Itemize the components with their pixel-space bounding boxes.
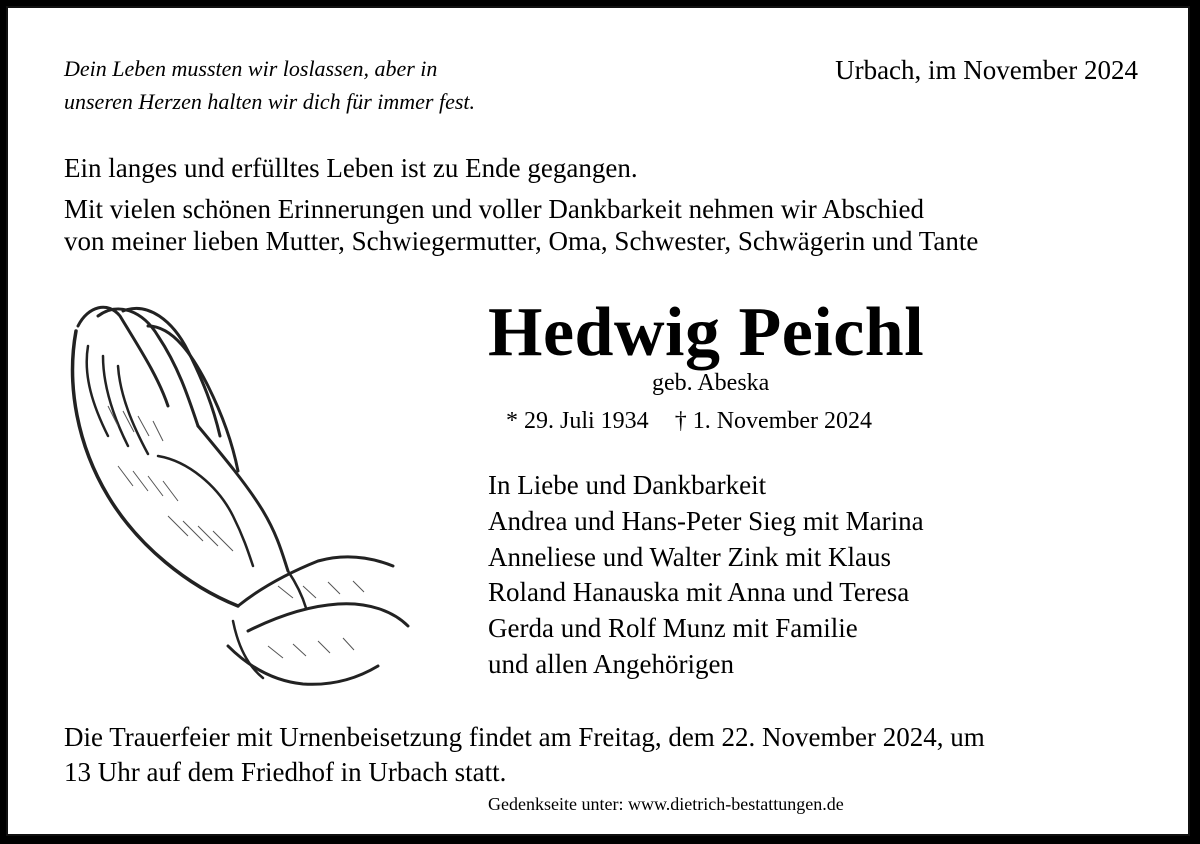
mourner-line: Gerda und Rolf Munz mit Familie xyxy=(488,613,858,644)
mourner-line: und allen Angehörigen xyxy=(488,648,734,679)
intro-line-3: von meiner lieben Mutter, Schwiegermutter, Oma, Schwester, Schwägerin und Tante xyxy=(64,226,979,256)
mourner-line: Andrea und Hans-Peter Sieg mit Marina xyxy=(488,505,924,536)
birth-date: * 29. Juli 1934 xyxy=(506,408,649,434)
birth-name: geb. Abeska xyxy=(652,370,770,396)
life-dates xyxy=(506,406,872,436)
obituary-card xyxy=(6,6,1190,836)
intro-line-1: Ein langes und erfülltes Leben ist zu Ende gegangen. xyxy=(64,153,638,183)
intro-paragraph xyxy=(64,193,978,257)
service-info xyxy=(64,720,985,790)
deceased-name: Hedwig Peichl xyxy=(488,294,925,371)
memorial-quote xyxy=(64,52,475,118)
intro-line-2: Mit vielen schönen Erinnerungen und voller Dankbarkeit nehmen wir Abschied xyxy=(64,194,925,224)
mourners-list xyxy=(488,468,924,683)
memorial-page-link[interactable]: Gedenkseite unter: www.dietrich-bestattungen.de xyxy=(488,794,844,814)
quote-line-1: Dein Leben mussten wir loslassen, aber in xyxy=(64,56,438,81)
praying-hands-icon xyxy=(48,286,418,696)
place-date: Urbach, im November 2024 xyxy=(835,55,1138,85)
mourner-line: In Liebe und Dankbarkeit xyxy=(488,470,767,500)
mourner-line: Roland Hanauska mit Anna und Teresa xyxy=(488,577,910,608)
quote-line-2: unseren Herzen halten wir dich für immer fest. xyxy=(64,89,476,114)
service-line-1: Die Trauerfeier mit Urnenbeisetzung findet am Freitag, dem 22. November 2024, um xyxy=(64,722,985,752)
service-line-2: 13 Uhr auf dem Friedhof in Urbach statt. xyxy=(64,757,507,787)
death-date: † 1. November 2024 xyxy=(674,408,872,434)
mourner-line: Anneliese und Walter Zink mit Klaus xyxy=(488,541,891,572)
